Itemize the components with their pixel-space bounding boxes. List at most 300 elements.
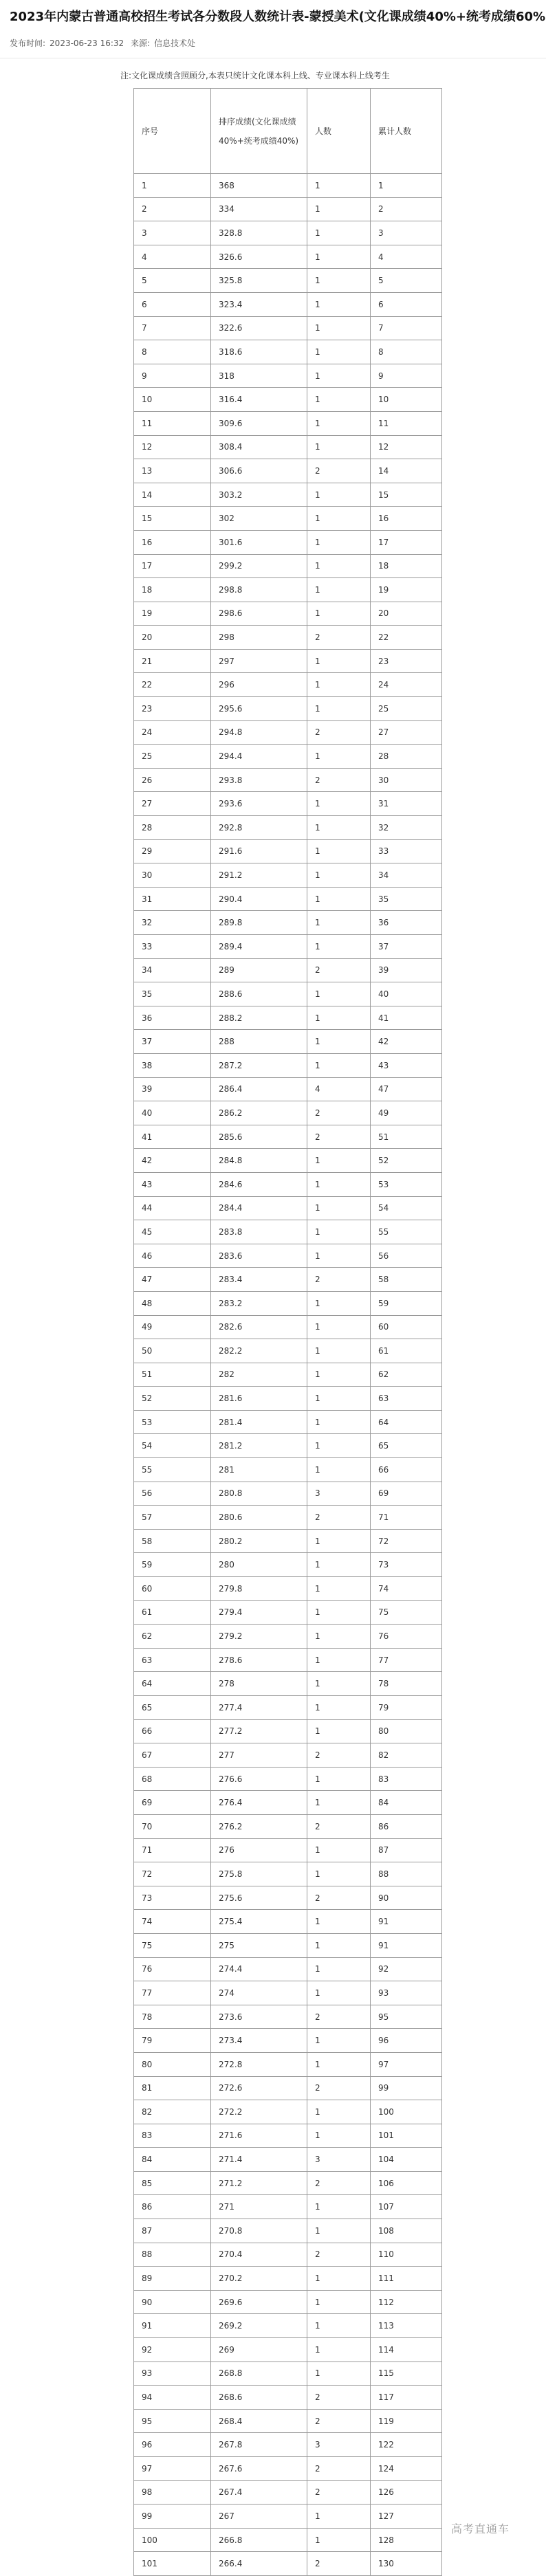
cell-score: 297 [211,649,307,673]
cell-score: 280.6 [211,1506,307,1530]
cell-count: 1 [307,1719,371,1743]
cell-cumulative: 87 [371,1838,442,1862]
cell-score: 271.4 [211,2148,307,2172]
cell-index: 55 [134,1458,211,1482]
cell-score: 306.6 [211,459,307,483]
cell-count: 1 [307,1625,371,1649]
cell-count: 1 [307,935,371,959]
cell-score: 283.8 [211,1220,307,1244]
cell-score: 279.4 [211,1600,307,1625]
cell-index: 30 [134,863,211,888]
cell-count: 2 [307,1101,371,1125]
cell-cumulative: 43 [371,1053,442,1077]
cell-score: 318.6 [211,340,307,364]
cell-index: 72 [134,1862,211,1886]
table-row [134,745,442,769]
cell-index: 63 [134,1648,211,1672]
cell-score: 277.4 [211,1696,307,1720]
cell-score: 277.2 [211,1719,307,1743]
cell-index: 4 [134,245,211,269]
cell-count: 2 [307,1125,371,1149]
cell-index: 82 [134,2100,211,2124]
cell-score: 276.2 [211,1814,307,1838]
cell-cumulative: 56 [371,1244,442,1268]
table-row [134,1577,442,1601]
cell-cumulative: 74 [371,1577,442,1601]
cell-score: 282.2 [211,1339,307,1363]
table-row [134,863,442,888]
cell-score: 271 [211,2195,307,2219]
cell-index: 98 [134,2480,211,2505]
cell-score: 280.8 [211,1482,307,1506]
table-row [134,1648,442,1672]
cell-score: 289.4 [211,935,307,959]
table-row [134,197,442,221]
table-row [134,1791,442,1815]
cell-score: 270.8 [211,2219,307,2243]
cell-count: 1 [307,1672,371,1696]
table-row [134,1719,442,1743]
cell-cumulative: 117 [371,2386,442,2410]
cell-cumulative: 20 [371,602,442,626]
table-row [134,507,442,531]
cell-score: 280 [211,1553,307,1577]
cell-score: 268.8 [211,2362,307,2386]
cell-count: 1 [307,2219,371,2243]
cell-score: 273.6 [211,2005,307,2029]
cell-count: 1 [307,2362,371,2386]
cell-cumulative: 96 [371,2029,442,2053]
cell-score: 283.4 [211,1268,307,1292]
cell-cumulative: 107 [371,2195,442,2219]
table-row [134,1957,442,1981]
cell-count: 2 [307,2386,371,2410]
cell-count: 1 [307,649,371,673]
table-row [134,673,442,697]
table-row [134,1981,442,2005]
table-row [134,982,442,1006]
table-row [134,2195,442,2219]
table-row [134,2148,442,2172]
watermark-text: 高考直通车 [446,2520,515,2539]
cell-index: 26 [134,768,211,792]
cell-count: 1 [307,554,371,578]
cell-index: 87 [134,2219,211,2243]
cell-cumulative: 128 [371,2528,442,2552]
table-row [134,1838,442,1862]
cell-count: 2 [307,2457,371,2481]
table-row [134,816,442,840]
cell-count: 1 [307,1172,371,1196]
header-count: 人数 [307,89,371,174]
cell-cumulative: 108 [371,2219,442,2243]
cell-score: 323.4 [211,292,307,316]
cell-count: 1 [307,1767,371,1791]
cell-cumulative: 73 [371,1553,442,1577]
cell-score: 299.2 [211,554,307,578]
cell-index: 59 [134,1553,211,1577]
table-row [134,1743,442,1768]
cell-count: 1 [307,388,371,412]
cell-index: 27 [134,792,211,816]
cell-cumulative: 97 [371,2052,442,2076]
cell-count: 1 [307,1363,371,1387]
cell-score: 296 [211,673,307,697]
cell-cumulative: 5 [371,269,442,293]
cell-cumulative: 91 [371,1910,442,1934]
cell-score: 281.4 [211,1410,307,1434]
source-label: 来源: [131,38,151,48]
cell-score: 267.6 [211,2457,307,2481]
cell-cumulative: 60 [371,1315,442,1339]
cell-index: 10 [134,388,211,412]
cell-score: 275 [211,1933,307,1957]
cell-index: 76 [134,1957,211,1981]
cell-score: 271.6 [211,2124,307,2148]
cell-cumulative: 58 [371,1268,442,1292]
table-row [134,1006,442,1030]
cell-index: 84 [134,2148,211,2172]
cell-cumulative: 42 [371,1030,442,1054]
cell-index: 88 [134,2243,211,2267]
cell-score: 279.8 [211,1577,307,1601]
table-row [134,2480,442,2505]
table-row [134,1482,442,1506]
table-row [134,911,442,935]
cell-cumulative: 11 [371,411,442,435]
cell-cumulative: 115 [371,2362,442,2386]
cell-index: 44 [134,1196,211,1220]
cell-index: 73 [134,1886,211,1910]
cell-count: 1 [307,982,371,1006]
table-row [134,2433,442,2457]
cell-score: 289.8 [211,911,307,935]
cell-score: 287.2 [211,1053,307,1077]
table-row [134,1767,442,1791]
cell-count: 1 [307,673,371,697]
cell-cumulative: 79 [371,1696,442,1720]
cell-count: 2 [307,1814,371,1838]
cell-index: 90 [134,2290,211,2314]
cell-count: 1 [307,1220,371,1244]
header-index: 序号 [134,89,211,174]
table-row [134,435,442,459]
cell-index: 99 [134,2505,211,2529]
table-row [134,1220,442,1244]
cell-index: 97 [134,2457,211,2481]
cell-score: 266.4 [211,2552,307,2576]
cell-cumulative: 40 [371,982,442,1006]
cell-score: 291.2 [211,863,307,888]
cell-cumulative: 61 [371,1339,442,1363]
table-row [134,2100,442,2124]
cell-index: 50 [134,1339,211,1363]
cell-score: 328.8 [211,221,307,245]
table-row [134,2457,442,2481]
cell-count: 1 [307,1910,371,1934]
cell-cumulative: 39 [371,958,442,982]
cell-cumulative: 15 [371,483,442,507]
cell-count: 1 [307,1006,371,1030]
cell-cumulative: 122 [371,2433,442,2457]
cell-index: 8 [134,340,211,364]
cell-score: 298.6 [211,602,307,626]
cell-score: 273.4 [211,2029,307,2053]
cell-index: 12 [134,435,211,459]
cell-count: 1 [307,1149,371,1173]
cell-index: 14 [134,483,211,507]
table-row [134,1814,442,1838]
table-row [134,958,442,982]
cell-cumulative: 49 [371,1101,442,1125]
cell-count: 1 [307,1862,371,1886]
table-row [134,1410,442,1434]
cell-index: 18 [134,578,211,602]
cell-count: 1 [307,1387,371,1411]
table-row [134,1600,442,1625]
cell-cumulative: 119 [371,2409,442,2433]
cell-cumulative: 69 [371,1482,442,1506]
cell-cumulative: 80 [371,1719,442,1743]
cell-index: 15 [134,507,211,531]
cell-count: 1 [307,1648,371,1672]
cell-score: 268.6 [211,2386,307,2410]
cell-index: 83 [134,2124,211,2148]
cell-score: 267 [211,2505,307,2529]
cell-score: 284.8 [211,1149,307,1173]
cell-cumulative: 82 [371,1743,442,1768]
cell-score: 276 [211,1838,307,1862]
cell-index: 5 [134,269,211,293]
cell-score: 289 [211,958,307,982]
cell-score: 308.4 [211,435,307,459]
cell-index: 101 [134,2552,211,2576]
cell-score: 274 [211,1981,307,2005]
cell-cumulative: 14 [371,459,442,483]
cell-cumulative: 31 [371,792,442,816]
table-row [134,1077,442,1101]
publish-time: 2023-06-23 16:32 [50,38,124,48]
cell-cumulative: 47 [371,1077,442,1101]
cell-index: 48 [134,1291,211,1315]
cell-index: 85 [134,2171,211,2195]
table-row [134,1363,442,1387]
cell-index: 81 [134,2076,211,2100]
cell-score: 271.2 [211,2171,307,2195]
cell-score: 292.8 [211,816,307,840]
cell-index: 95 [134,2409,211,2433]
table-row [134,2290,442,2314]
cell-index: 32 [134,911,211,935]
cell-count: 1 [307,507,371,531]
cell-count: 1 [307,1196,371,1220]
cell-index: 13 [134,459,211,483]
cell-score: 284.4 [211,1196,307,1220]
cell-cumulative: 75 [371,1600,442,1625]
cell-count: 1 [307,1577,371,1601]
cell-count: 3 [307,1482,371,1506]
table-row [134,792,442,816]
score-table-container [133,88,441,2569]
cell-score: 326.6 [211,245,307,269]
cell-index: 93 [134,2362,211,2386]
cell-count: 3 [307,2148,371,2172]
cell-index: 3 [134,221,211,245]
score-table [133,88,442,2576]
cell-cumulative: 19 [371,578,442,602]
table-row [134,1553,442,1577]
cell-index: 100 [134,2528,211,2552]
cell-cumulative: 55 [371,1220,442,1244]
cell-count: 1 [307,1791,371,1815]
cell-cumulative: 91 [371,1933,442,1957]
table-row [134,1886,442,1910]
cell-score: 290.4 [211,887,307,911]
header-cumulative: 累计人数 [371,89,442,174]
cell-cumulative: 76 [371,1625,442,1649]
cell-score: 275.4 [211,1910,307,1934]
cell-count: 1 [307,1553,371,1577]
cell-count: 1 [307,483,371,507]
cell-cumulative: 30 [371,768,442,792]
table-row [134,935,442,959]
cell-index: 58 [134,1529,211,1553]
table-row [134,316,442,340]
cell-score: 288 [211,1030,307,1054]
cell-count: 2 [307,459,371,483]
table-row [134,649,442,673]
cell-cumulative: 112 [371,2290,442,2314]
table-row [134,1268,442,1292]
cell-score: 272.2 [211,2100,307,2124]
cell-count: 1 [307,1696,371,1720]
cell-index: 71 [134,1838,211,1862]
cell-index: 19 [134,602,211,626]
cell-score: 283.6 [211,1244,307,1268]
table-row [134,340,442,364]
cell-score: 281 [211,1458,307,1482]
cell-index: 43 [134,1172,211,1196]
cell-index: 22 [134,673,211,697]
table-row [134,1529,442,1553]
cell-cumulative: 100 [371,2100,442,2124]
cell-count: 1 [307,2124,371,2148]
cell-index: 70 [134,1814,211,1838]
table-row [134,720,442,745]
cell-cumulative: 106 [371,2171,442,2195]
cell-index: 20 [134,626,211,650]
cell-count: 3 [307,2433,371,2457]
table-row [134,887,442,911]
cell-index: 79 [134,2029,211,2053]
cell-index: 80 [134,2052,211,2076]
cell-index: 9 [134,364,211,388]
cell-index: 86 [134,2195,211,2219]
cell-cumulative: 25 [371,697,442,721]
cell-index: 23 [134,697,211,721]
cell-cumulative: 126 [371,2480,442,2505]
publish-time-label: 发布时间: [10,38,46,48]
cell-count: 1 [307,316,371,340]
source: 信息技术处 [154,38,196,48]
table-row [134,2528,442,2552]
cell-cumulative: 77 [371,1648,442,1672]
cell-score: 270.4 [211,2243,307,2267]
cell-count: 2 [307,626,371,650]
cell-cumulative: 71 [371,1506,442,1530]
cell-index: 69 [134,1791,211,1815]
table-row [134,1506,442,1530]
cell-cumulative: 110 [371,2243,442,2267]
cell-cumulative: 113 [371,2314,442,2338]
table-row [134,483,442,507]
cell-score: 270.2 [211,2267,307,2291]
cell-score: 303.2 [211,483,307,507]
cell-index: 38 [134,1053,211,1077]
cell-score: 269.2 [211,2314,307,2338]
cell-count: 4 [307,1077,371,1101]
cell-index: 66 [134,1719,211,1743]
cell-cumulative: 99 [371,2076,442,2100]
table-row [134,1625,442,1649]
table-row [134,1862,442,1886]
cell-score: 301.6 [211,530,307,554]
cell-index: 68 [134,1767,211,1791]
cell-index: 53 [134,1410,211,1434]
cell-index: 49 [134,1315,211,1339]
cell-score: 278.6 [211,1648,307,1672]
cell-count: 1 [307,2052,371,2076]
cell-index: 57 [134,1506,211,1530]
cell-count: 1 [307,1957,371,1981]
cell-score: 281.6 [211,1387,307,1411]
cell-count: 1 [307,197,371,221]
table-row [134,1030,442,1054]
cell-index: 35 [134,982,211,1006]
cell-score: 334 [211,197,307,221]
cell-cumulative: 24 [371,673,442,697]
cell-cumulative: 90 [371,1886,442,1910]
table-body [134,174,442,2576]
cell-score: 274.4 [211,1957,307,1981]
cell-index: 91 [134,2314,211,2338]
table-row [134,2052,442,2076]
cell-cumulative: 1 [371,174,442,198]
cell-index: 56 [134,1482,211,1506]
cell-score: 298.8 [211,578,307,602]
table-row [134,2409,442,2433]
cell-count: 1 [307,1458,371,1482]
cell-count: 1 [307,1838,371,1862]
table-row [134,768,442,792]
cell-cumulative: 37 [371,935,442,959]
cell-count: 1 [307,245,371,269]
cell-count: 1 [307,2029,371,2053]
cell-cumulative: 51 [371,1125,442,1149]
cell-cumulative: 52 [371,1149,442,1173]
table-row [134,364,442,388]
cell-cumulative: 27 [371,720,442,745]
cell-count: 1 [307,2314,371,2338]
cell-count: 1 [307,745,371,769]
table-row [134,2076,442,2100]
cell-score: 278 [211,1672,307,1696]
article-meta [10,36,199,51]
cell-count: 1 [307,1933,371,1957]
cell-index: 1 [134,174,211,198]
page-title: 2023年内蒙古普通高校招生考试各分数段人数统计表-蒙授美术(文化课成绩40%+统考成绩60% [10,10,546,24]
cell-cumulative: 83 [371,1767,442,1791]
